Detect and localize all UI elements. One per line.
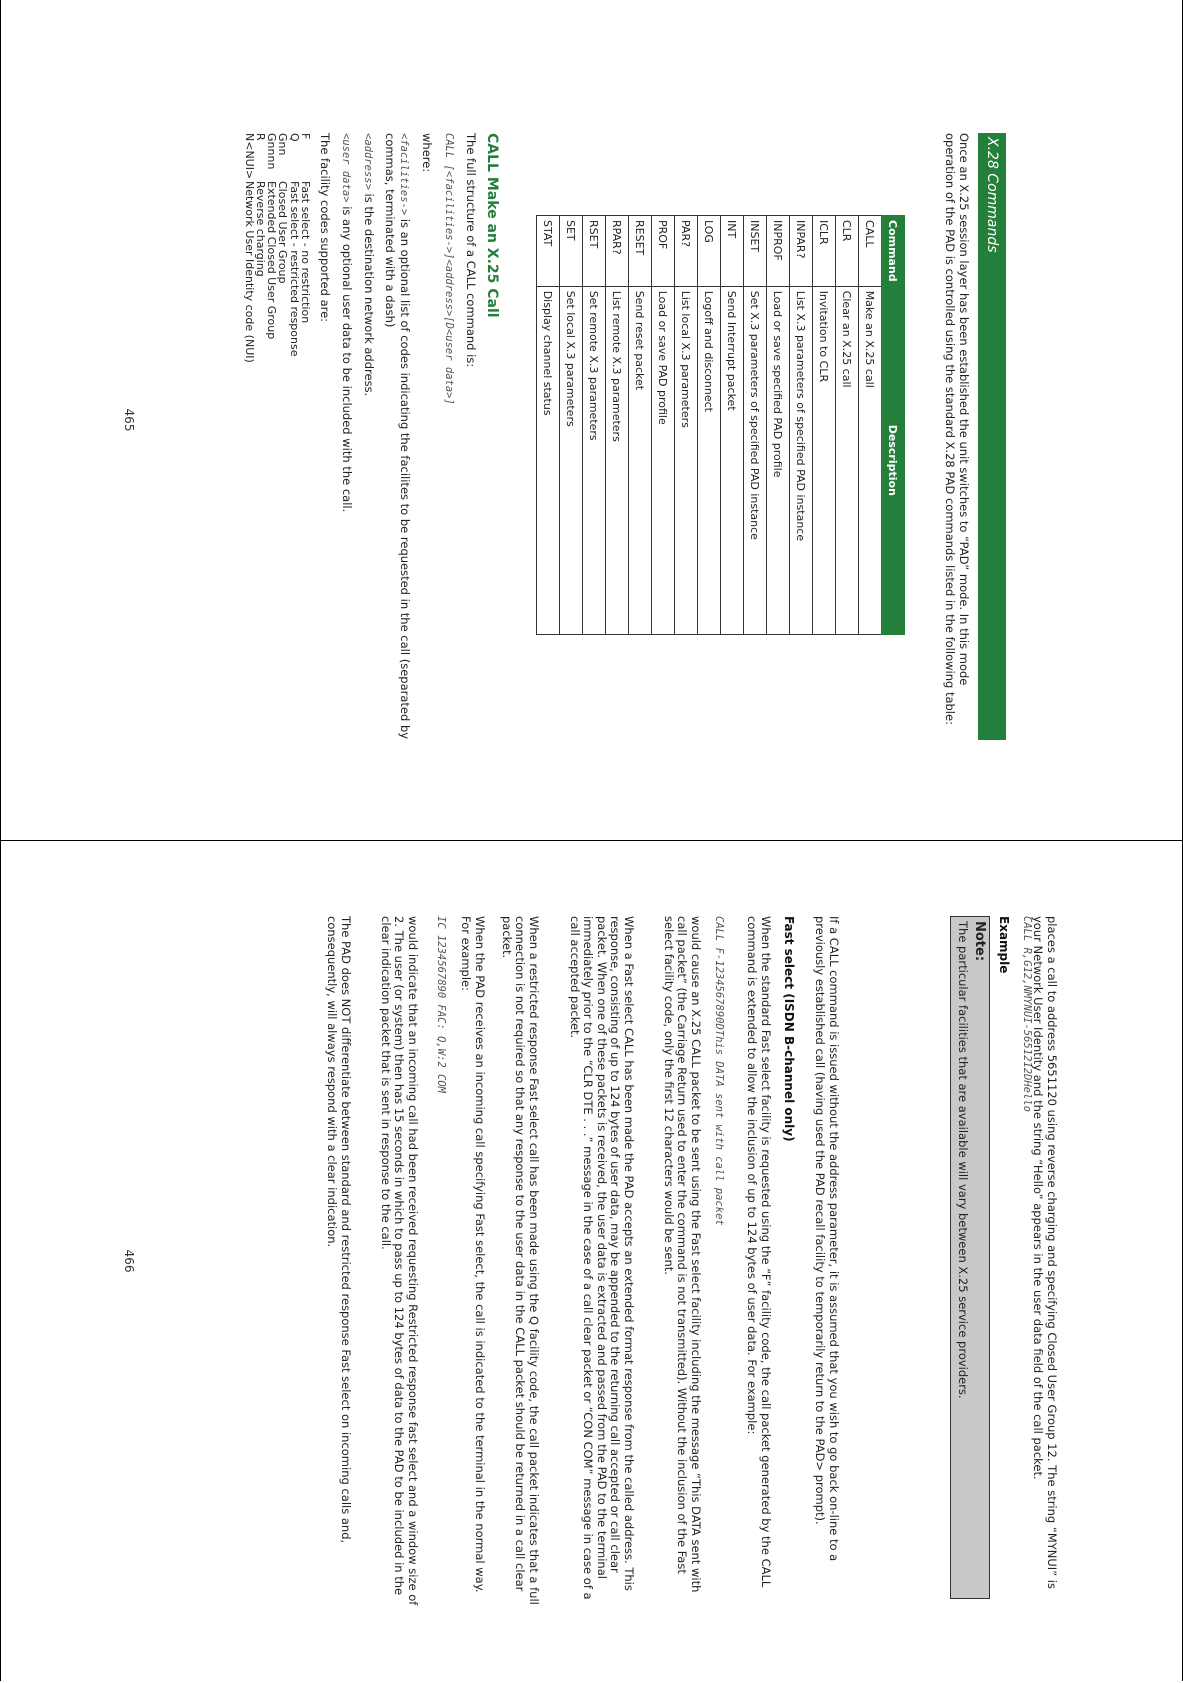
note-text: The particular facilities that are available will vary between X.25 service providers. <box>956 921 970 1399</box>
description-cell: Clear an X.25 call <box>836 286 859 634</box>
command-table <box>536 215 905 635</box>
facility-description: Reverse charging <box>253 181 267 277</box>
description-cell: List local X.3 parameters <box>675 286 698 634</box>
page-465 <box>0 0 1183 840</box>
header-command: Command <box>882 216 905 287</box>
command-cell: ICLR <box>813 216 836 287</box>
example-heading: Example <box>997 916 1011 974</box>
description-cell: Send Interrupt packet <box>721 286 744 634</box>
description-cell: Set X.3 parameters of specified PAD instance <box>744 286 767 634</box>
table-row <box>836 216 859 635</box>
section-title: X.28 Commands <box>984 137 1000 253</box>
header-description: Description <box>882 286 905 634</box>
description-cell: List X.3 parameters of specified PAD instance <box>790 286 813 634</box>
command-cell: INPAR? <box>790 216 813 287</box>
description-cell: Load or save specified PAD profile <box>767 286 790 634</box>
command-cell: RESET <box>629 216 652 287</box>
paragraph-incoming-call: When the PAD receives an incoming call specifying Fast select, the call is indicated to the terminal in the normal way. For example: <box>459 916 487 1593</box>
paragraph-window-size: would indicate that an incoming call had been received requesting Restricted response fast select and a window size of 2. The user (or system) then has 15 seconds in which to pass up to 124 bytes of data to the PAD to be included in the clear indication packet that is sent in response to the call. <box>378 916 420 1606</box>
table-row <box>652 216 675 635</box>
example-syntax: CALL R,G12,NMYNUI-5651212DHello <box>1021 916 1033 1112</box>
address-desc: is the destination network address. <box>362 189 376 397</box>
paragraph-pad-behaviour: The PAD does NOT differentiate between standard and restricted response Fast select on incoming calls and, consequently, will always respond with a clear indication. <box>325 916 353 1544</box>
table-row <box>629 216 652 635</box>
facility-code: Q <box>287 133 301 142</box>
table-row <box>537 216 560 635</box>
description-cell: Make an X.25 call <box>859 286 882 634</box>
description-cell: Invitation to CLR <box>813 286 836 634</box>
example-desc: places a call to address 5651120 using reverse charging and specifying Closed User Group 12. The string “MYNUI” is your Network User Identity and the string “Hello” appears in the user data field of the call packet. <box>1031 916 1059 1589</box>
facility-description: Network User Identity code (NUI) <box>242 181 256 363</box>
table-row <box>606 216 629 635</box>
description-cell: Set remote X.3 parameters <box>583 286 606 634</box>
paragraph-fast-select: When the standard Fast select facility is requested using the “F” facility code, the call packet generated by the CALL command is extended to allow the inclusion of up to 124 bytes of user data. For example: <box>745 916 773 1588</box>
command-table-body <box>537 216 882 635</box>
address-token: <address> <box>362 133 374 190</box>
facility-description: Closed User Group <box>276 181 290 284</box>
table-header-row <box>882 216 905 635</box>
command-cell: SET <box>560 216 583 287</box>
section-title-bar <box>978 133 1006 740</box>
facility-description: Fast select - restricted response <box>287 181 301 357</box>
call-intro: The full structure of a CALL command is: <box>464 133 478 368</box>
command-cell: INPROF <box>767 216 790 287</box>
facilities-paragraph <box>383 133 411 743</box>
sheet-page-466 <box>0 841 1183 1681</box>
table-row <box>721 216 744 635</box>
userdata-paragraph <box>338 133 353 743</box>
list-item <box>277 133 288 363</box>
facility-codes-list <box>243 133 311 363</box>
facility-code: N<NUI> <box>242 133 256 180</box>
description-cell: Display channel status <box>537 286 560 634</box>
command-cell: RPAR? <box>606 216 629 287</box>
list-item <box>288 133 299 363</box>
paragraph-fast-select-result: would cause an X.25 CALL packet to be sent using the Fast select facility including the message “This DATA sent with call packet” (the Carriage Return used to enter the command is not transmitted). Without the inclusion of the Fast select facility code, only the first 12 characters would be sent. <box>661 916 703 1593</box>
facilities-token: <facilities-> <box>398 133 410 216</box>
table-row <box>790 216 813 635</box>
facility-code: Gnnnn <box>265 133 279 170</box>
description-cell: Load or save PAD profile <box>652 286 675 634</box>
where-label: where: <box>420 133 434 173</box>
table-row <box>698 216 721 635</box>
command-cell: PROF <box>652 216 675 287</box>
command-cell: INSET <box>744 216 767 287</box>
command-cell: RSET <box>583 216 606 287</box>
facility-code: F <box>299 133 312 140</box>
description-cell: Set local X.3 parameters <box>560 286 583 634</box>
facility-description: Extended Closed User Group <box>265 181 279 340</box>
note-box <box>950 916 990 1599</box>
intro-paragraph: Once an X.25 session layer has been established the unit switches to “PAD” mode. In this mode operation of the PAD is controlled using the standard X.28 PAD commands listed in the following table: <box>943 133 971 725</box>
paragraph-restricted-response: When a restricted response Fast select call has been made using the Q facility code, the call packet indicates that a full connection is not required so that any response to the user data in the CALL packet should be returned in a call clear packet. <box>499 916 541 1605</box>
facility-code: R <box>253 133 267 141</box>
table-row <box>813 216 836 635</box>
command-cell: INT <box>721 216 744 287</box>
command-cell: CLR <box>836 216 859 287</box>
paragraph-no-address: If a CALL command is issued without the address parameter, it is assumed that you wish to go back on-line to a previously established call (having used the PAD recall facility to temporarily return to the PAD> prompt). <box>813 916 841 1562</box>
command-cell: STAT <box>537 216 560 287</box>
table-row <box>560 216 583 635</box>
rotated-page-container <box>0 841 1183 1681</box>
fast-select-heading: Fast select (ISDN B-channel only) <box>782 916 796 1142</box>
note-label: Note: <box>972 921 987 962</box>
list-item <box>243 133 254 363</box>
userdata-token: <user data> <box>340 133 352 203</box>
facility-code: Gnn <box>276 133 290 156</box>
list-item <box>300 133 311 363</box>
rotated-page-container <box>0 0 1183 840</box>
table-row <box>583 216 606 635</box>
description-cell: Send reset packet <box>629 286 652 634</box>
command-cell: LOG <box>698 216 721 287</box>
command-cell: CALL <box>859 216 882 287</box>
paragraph-extended-response: When a Fast select CALL has been made the PAD accepts an extended format response from the called address. This response, consisting of up to 124 bytes of user data, may be appended to the returning call accepted or call clear packet. When one of these packets is received, the user data is extracted and passed from the PAD to the terminal immediately prior to the “CLR DTE . . .” message in the case of a call clear packet or “CON COM” message in case of a call accepted packet. <box>567 916 636 1600</box>
sheet-page-465 <box>0 0 1183 841</box>
command-cell: PAR? <box>675 216 698 287</box>
table-row <box>859 216 882 635</box>
userdata-desc: is any optional user data to be included with the call. <box>340 202 354 513</box>
description-cell: Logoff and disconnect <box>698 286 721 634</box>
facility-description: Fast select - no restriction <box>299 181 312 324</box>
fast-select-syntax: CALL F-1234567890DThis DATA sent with call packet <box>713 916 725 1226</box>
facilities-desc: is an optional list of codes indicating the facilites to be requested in the call (separated by commas, terminated with a dash) <box>383 133 412 740</box>
table-row <box>675 216 698 635</box>
incoming-call-syntax: IC 1234567890 FAC: Q,W:2 COM <box>435 916 447 1094</box>
call-syntax: CALL [<facilities->]<address>[D<user data>] <box>443 133 455 405</box>
call-heading: CALL Make an X.25 Call <box>484 133 500 318</box>
codes-intro: The facility codes supported are: <box>318 133 332 323</box>
table-row <box>767 216 790 635</box>
page-number: 465 <box>122 408 136 432</box>
list-item <box>255 133 266 363</box>
page-number: 466 <box>122 1249 136 1273</box>
page-466 <box>0 841 1183 1681</box>
description-cell: List remote X.3 parameters <box>606 286 629 634</box>
table-row <box>744 216 767 635</box>
list-item <box>266 133 277 363</box>
address-paragraph <box>360 133 375 743</box>
